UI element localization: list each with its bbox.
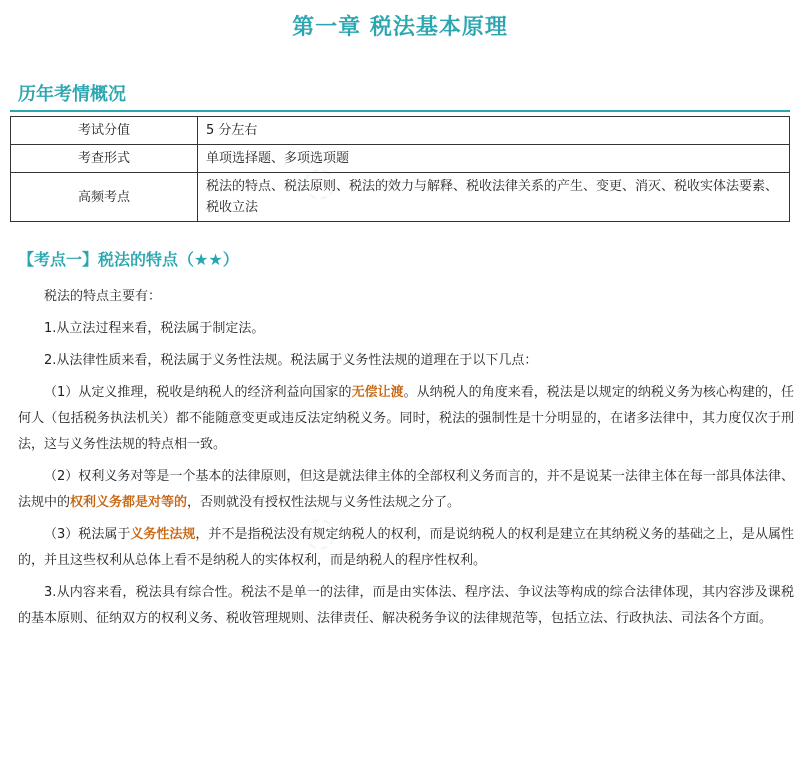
table-row xyxy=(11,173,790,222)
sub1-text-b: 。从纳税人的角度来看，税法是以规定的纳税义务为核心构建的，任何人（包括税务执法机关）都不能随意变更或违反法定纳税义务。同时，税法的强制性是十分明显的，在诸多法律中，其力度仅次于刑法，这与义务性法规的特点相一致。 xyxy=(18,385,794,452)
watermark-top: ◌ xyxy=(288,156,347,210)
sub2-highlight: 权利义务都是对等的 xyxy=(70,495,188,510)
heading-divider xyxy=(10,110,790,112)
sub2-text-a: （2）权利义务对等是一个基本的法律原则，但这是就法律主体的全部权利义务而言的，并不是说某一法律主体在每一部具体法律、法规中的 xyxy=(18,469,794,510)
sub1-text-a: （1）从定义推理，税收是纳税人的经济利益向国家的 xyxy=(44,385,352,400)
overview-heading: 历年考情概况 xyxy=(18,84,126,105)
sub3-text-b: ，并不是指税法没有规定纳税人的权利，而是说纳税人的权利是建立在其纳税义务的基础之上，是从属性的，并且这些权利从总体上看不是纳税人的实体权利，而是纳税人的程序性权利。 xyxy=(18,527,794,568)
overview-table xyxy=(10,116,790,222)
table-label: 考查形式 xyxy=(11,145,198,173)
sub-point-1 xyxy=(18,380,794,458)
point-3: 3.从内容来看，税法具有综合性。税法不是单一的法律，而是由实体法、程序法、争议法等构成的综合法律体现，其内容涉及课税的基本原则、征纳双方的权利义务、税收管理规则、法律责任、解决税务争议的法律规范等，包括立法、行政执法、司法各个方面。 xyxy=(18,585,794,626)
body-text xyxy=(18,284,794,638)
table-label: 高频考点 xyxy=(11,173,198,222)
point-1: 1.从立法过程来看，税法属于制定法。 xyxy=(44,321,265,336)
sub3-text-a: （3）税法属于 xyxy=(44,527,131,542)
table-value: 税法的特点、税法原则、税法的效力与解释、税收法律关系的产生、变更、消灭、税收实体法要素、税收立法 xyxy=(198,173,790,222)
table-row xyxy=(11,145,790,173)
table-value: 单项选择题、多项选项题 xyxy=(198,145,790,173)
intro-paragraph: 税法的特点主要有： xyxy=(44,289,162,304)
kaodian-heading: 【考点一】税法的特点（★★） xyxy=(18,250,239,269)
sub2-text-b: ，否则就没有授权性法规与义务性法规之分了。 xyxy=(187,495,461,510)
sub1-highlight: 无偿让渡 xyxy=(351,385,404,400)
table-row xyxy=(11,117,790,145)
sub-point-2 xyxy=(18,464,794,516)
table-value: 5 分左右 xyxy=(198,117,790,145)
sub-point-3 xyxy=(18,522,794,574)
sub3-highlight: 义务性法规 xyxy=(130,527,196,542)
chapter-title: 第一章 税法基本原理 xyxy=(292,15,508,40)
table-label: 考试分值 xyxy=(11,117,198,145)
point-2: 2.从法律性质来看，税法属于义务性法规。税法属于义务性法规的道理在于以下几点： xyxy=(44,353,538,368)
watermark-bottom: ◌ xyxy=(288,506,347,560)
